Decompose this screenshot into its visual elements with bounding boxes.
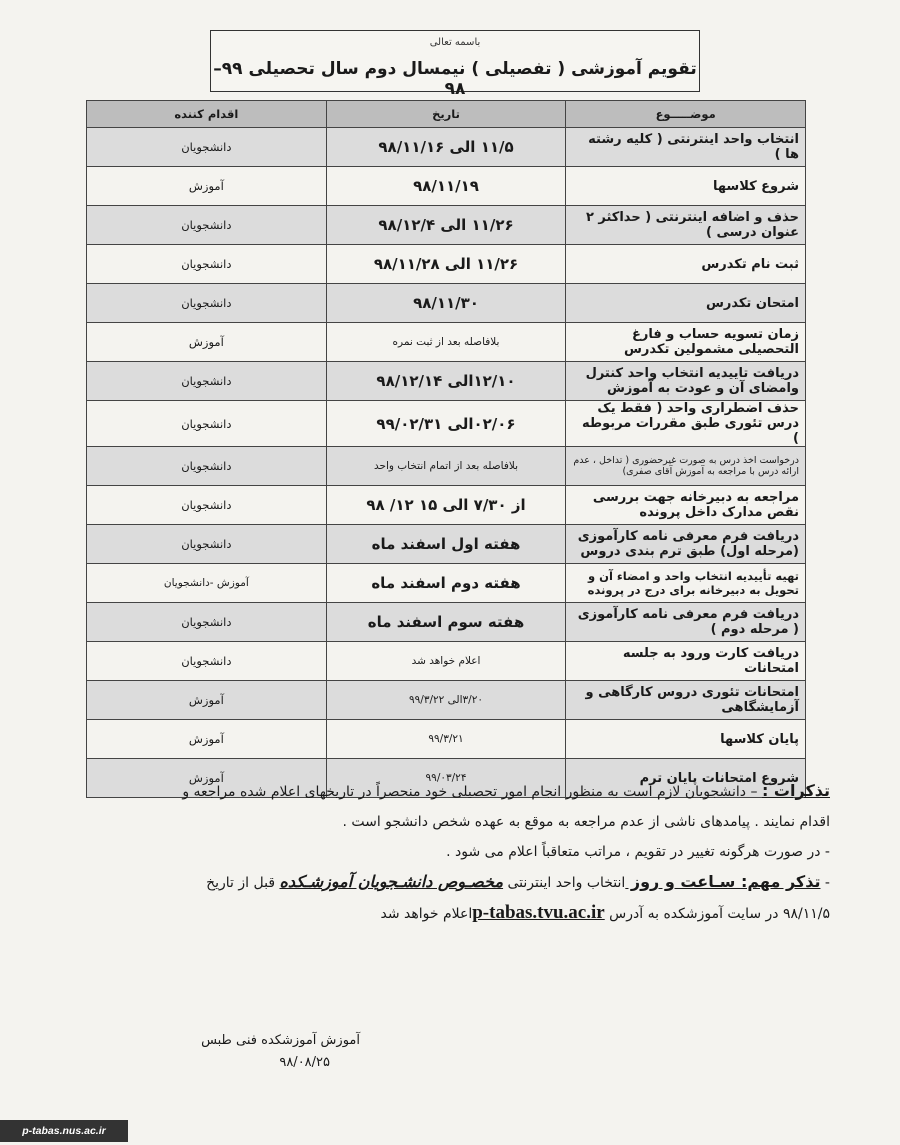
table-row	[87, 284, 806, 323]
table-row	[87, 362, 806, 401]
table-row	[87, 323, 806, 362]
row-topic: حذف و اضافه اینترنتی ( حداکثر ۲ عنوان درسی )	[566, 206, 806, 245]
important-label: تذکر مهم:	[740, 872, 821, 891]
row-topic: تهیه تأییدیه انتخاب واحد و امضاء آن و تحویل به دبیرخانه برای درج در پرونده	[566, 564, 806, 603]
site-address-link[interactable]: p-tabas.tvu.ac.ir	[472, 902, 605, 923]
row-actor: دانشجویان	[87, 486, 327, 525]
header-actor: اقدام کننده	[87, 101, 327, 128]
row-actor: آموزش	[87, 720, 327, 759]
table-row	[87, 720, 806, 759]
note-4-end: اعلام خواهد شد	[380, 906, 473, 922]
row-date: ۱۱/۵ الی ۹۸/۱۱/۱۶	[326, 128, 566, 167]
table-row	[87, 525, 806, 564]
row-date: ۹۹/۳/۲۱	[326, 720, 566, 759]
row-actor: دانشجویان	[87, 525, 327, 564]
calendar-table	[86, 100, 806, 798]
header-box	[210, 30, 700, 99]
note-2: - در صورت هرگونه تغییر در تقویم ، مراتب متعاقباً اعلام می شود .	[446, 844, 830, 860]
header-date: تاریخ	[326, 101, 566, 128]
special-students-text: مخصـوص دانشـجویان آموزشـکده	[279, 872, 504, 891]
row-date: ۳/۲۰الی ۹۹/۳/۲۲	[326, 681, 566, 720]
row-topic: ثبت نام تکدرس	[566, 245, 806, 284]
row-topic: دریافت تاییدیه انتخاب واحد کنترل وامضای آن و عودت به آموزش	[566, 362, 806, 401]
row-date: ۱۲/۱۰الی ۹۸/۱۲/۱۴	[326, 362, 566, 401]
table-row	[87, 603, 806, 642]
notes-section	[40, 776, 830, 929]
note-4-start: ۹۸/۱۱/۵ در سایت آموزشکده به آدرس	[604, 906, 830, 922]
time-day-text: سـاعت و روز	[625, 872, 741, 891]
note-4	[40, 898, 830, 929]
table-row	[87, 167, 806, 206]
row-actor: آموزش	[87, 167, 327, 206]
row-topic: دریافت کارت ورود به جلسه امتحانات	[566, 642, 806, 681]
table-row	[87, 206, 806, 245]
row-topic: درخواست اخذ درس به صورت غیرحضوری ( تداخل ، عدم ارائه درس با مراجعه به آموزش آقای صفری)	[566, 447, 806, 486]
row-topic: دریافت فرم معرفی نامه کارآموزی (مرحله اول) طبق ترم بندی دروس	[566, 525, 806, 564]
note-1-text: – دانشجویان لازم است به منظور انجام امور تحصیلی خود منحصراً در تاریخهای اعلام شده مراجعه و	[182, 784, 762, 800]
row-date: اعلام خواهد شد	[326, 642, 566, 681]
table-row	[87, 486, 806, 525]
row-date: از ۷/۳۰ الی ۱۵ ۱۲/ ۹۸	[326, 486, 566, 525]
row-date: ۱۱/۲۶ الی ۹۸/۱۲/۴	[326, 206, 566, 245]
row-actor: دانشجویان	[87, 128, 327, 167]
table-row	[87, 128, 806, 167]
row-topic: شروع کلاسها	[566, 167, 806, 206]
row-date: هفته اول اسفند ماه	[326, 525, 566, 564]
table-row	[87, 681, 806, 720]
signature-org: آموزش آموزشکده فنی طبس	[201, 1033, 360, 1048]
signature-date: ۹۸/۰۸/۲۵	[279, 1055, 330, 1070]
table-header-row	[87, 101, 806, 128]
watermark: p-tabas.nus.ac.ir	[0, 1120, 128, 1142]
row-topic: امتحان تکدرس	[566, 284, 806, 323]
page-title: تقویم آموزشی ( تفصیلی ) نیمسال دوم سال تحصیلی ۹۹–۹۸	[213, 59, 697, 99]
row-actor: دانشجویان	[87, 284, 327, 323]
table-row	[87, 564, 806, 603]
row-topic: شروع امتحانات پایان ترم	[566, 759, 806, 798]
row-date: ۹۸/۱۱/۱۹	[326, 167, 566, 206]
bismillah: باسمه تعالی	[429, 37, 481, 48]
row-actor: دانشجویان	[87, 206, 327, 245]
row-topic: دریافت فرم معرفی نامه کارآموزی ( مرحله دوم )	[566, 603, 806, 642]
row-actor: دانشجویان	[87, 603, 327, 642]
row-actor: دانشجویان	[87, 447, 327, 486]
row-actor: آموزش -دانشجویان	[87, 564, 327, 603]
table-row	[87, 401, 806, 447]
note-3-end: قبل از تاریخ	[206, 875, 280, 891]
row-actor: آموزش	[87, 759, 327, 798]
row-actor: آموزش	[87, 681, 327, 720]
row-actor: دانشجویان	[87, 362, 327, 401]
table-row	[87, 447, 806, 486]
row-topic: حذف اضطراری واحد ( فقط یک درس تئوری طبق مقررات مربوطه )	[566, 401, 806, 447]
note-3-mid: انتخاب واحد اینترنتی	[503, 875, 626, 891]
row-topic: مراجعه به دبیرخانه جهت بررسی نقص مدارک داخل پرونده	[566, 486, 806, 525]
note-3	[40, 867, 830, 898]
table-row	[87, 642, 806, 681]
note-1-cont: اقدام نمایند . پیامدهای ناشی از عدم مراجعه به موقع به عهده شخص دانشجو است .	[342, 814, 830, 830]
row-date: ۰۲/۰۶الی ۹۹/۰۲/۳۱	[326, 401, 566, 447]
row-actor: دانشجویان	[87, 642, 327, 681]
note-1	[40, 776, 830, 807]
table-row	[87, 245, 806, 284]
row-topic: زمان تسویه حساب و فارغ التحصیلی مشمولین تکدرس	[566, 323, 806, 362]
signature-block	[140, 1030, 360, 1074]
row-date: ۹۹/۰۳/۲۴	[326, 759, 566, 798]
header-topic: موضـــــوع	[566, 101, 806, 128]
row-date: ۱۱/۲۶ الی ۹۸/۱۱/۲۸	[326, 245, 566, 284]
row-date: ۹۸/۱۱/۳۰	[326, 284, 566, 323]
row-topic: امتحانات تئوری دروس کارگاهی و آزمایشگاهی	[566, 681, 806, 720]
note-3-dash: -	[820, 875, 830, 891]
row-date: بلافاصله بعد از اتمام انتخاب واحد	[326, 447, 566, 486]
notes-label: تذکرات :	[761, 781, 830, 800]
row-date: هفته سوم اسفند ماه	[326, 603, 566, 642]
row-actor: دانشجویان	[87, 245, 327, 284]
row-actor: آموزش	[87, 323, 327, 362]
row-date: بلافاصله بعد از ثبت نمره	[326, 323, 566, 362]
row-topic: پایان کلاسها	[566, 720, 806, 759]
row-topic: انتخاب واحد اینترنتی ( کلیه رشته ها )	[566, 128, 806, 167]
row-date: هفته دوم اسفند ماه	[326, 564, 566, 603]
row-actor: دانشجویان	[87, 401, 327, 447]
